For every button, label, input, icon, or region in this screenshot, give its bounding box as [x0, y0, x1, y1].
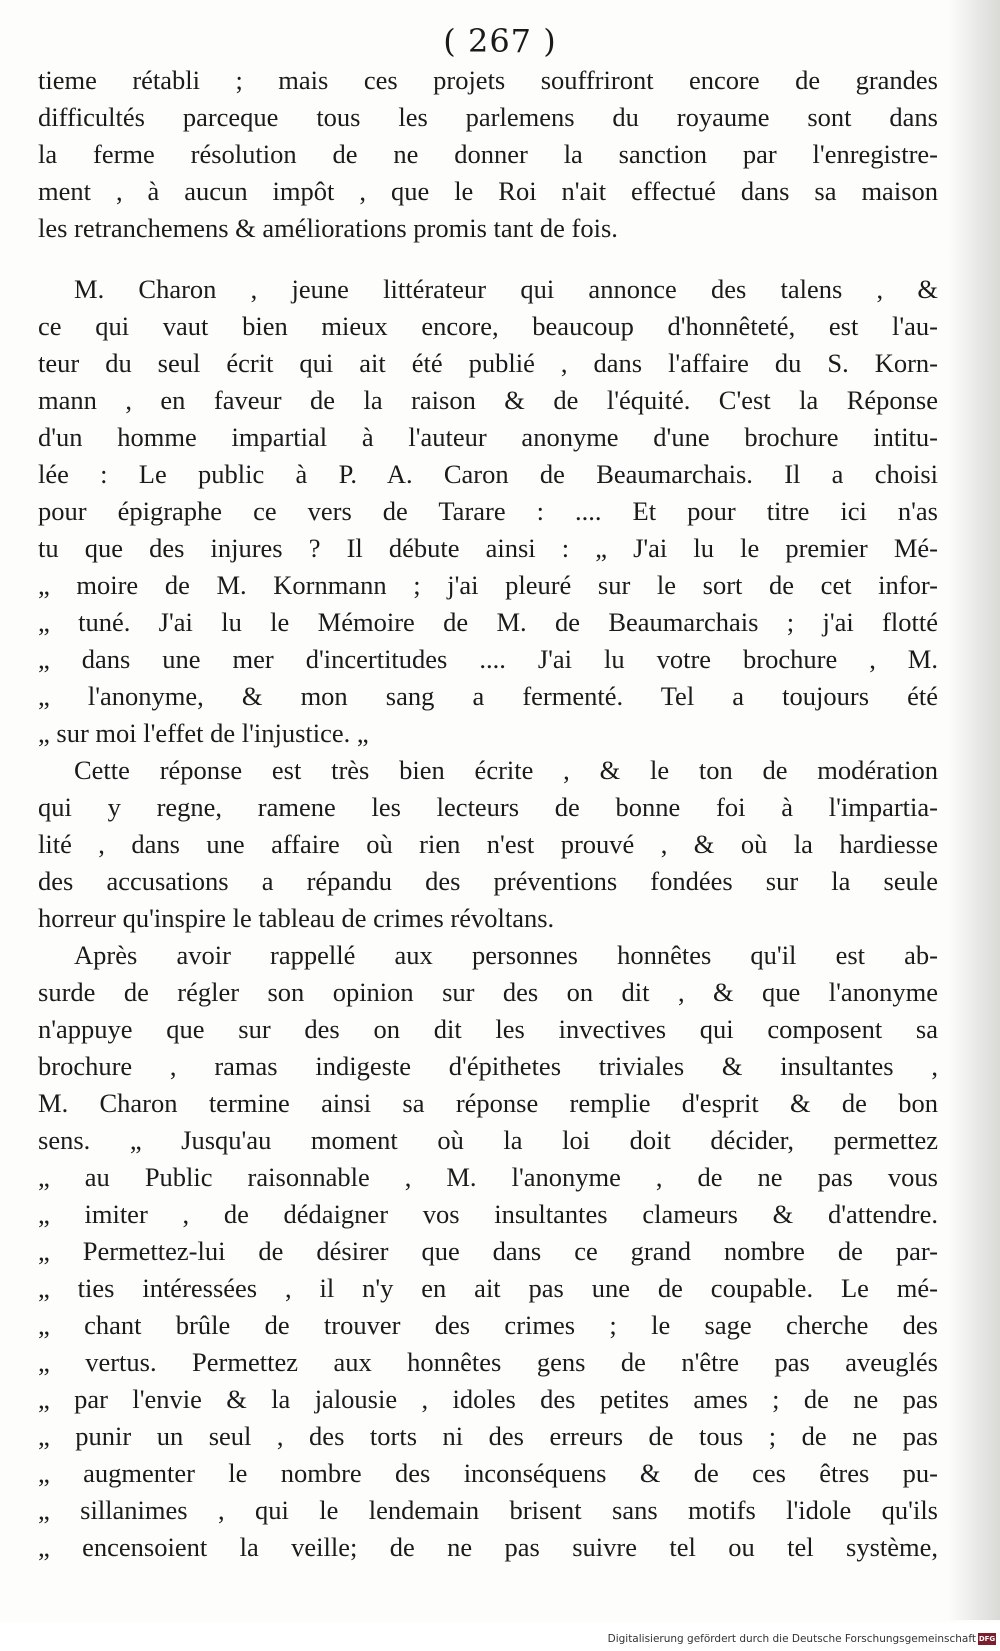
- text-line: d'un homme impartial à l'auteur anonyme d'une brochure intitu-: [38, 422, 938, 452]
- text-line: qui y regne, ramene les lecteurs de bonne foi à l'impartia-: [38, 792, 938, 822]
- text-line: „ encensoient la veille; de ne pas suivre tel ou tel système,: [38, 1532, 938, 1562]
- text-line: „ Permettez-lui de désirer que dans ce grand nombre de par-: [38, 1236, 938, 1266]
- text-line: difficultés parceque tous les parlemens du royaume sont dans: [38, 102, 938, 132]
- text-line: teur du seul écrit qui ait été publié , dans l'affaire du S. Korn-: [38, 348, 938, 378]
- text-line: M. Charon , jeune littérateur qui annonce des talens , &: [74, 274, 938, 304]
- text-line: „ chant brûle de trouver des crimes ; le sage cherche des: [38, 1310, 938, 1340]
- page-number: ( 267 ): [443, 22, 557, 60]
- text-line: tieme rétabli ; mais ces projets souffriront encore de grandes: [38, 65, 938, 95]
- dfg-logo-icon: DFG: [978, 1635, 996, 1643]
- paragraph-gap: [38, 247, 938, 271]
- text-line: „ l'anonyme, & mon sang a fermenté. Tel a toujours été: [38, 681, 938, 711]
- text-line: surde de régler son opinion sur des on dit , & que l'anonyme: [38, 977, 938, 1007]
- text-line: „ par l'envie & la jalousie , idoles des petites ames ; de ne pas: [38, 1384, 938, 1414]
- text-line: les retranchemens & améliorations promis tant de fois.: [38, 213, 618, 243]
- text-line: „ vertus. Permettez aux honnêtes gens de n'être pas aveuglés: [38, 1347, 938, 1377]
- text-line: n'appuye que sur des on dit les invectives qui composent sa: [38, 1014, 938, 1044]
- text-line: „ au Public raisonnable , M. l'anonyme , de ne pas vous: [38, 1162, 938, 1192]
- text-line: M. Charon termine ainsi sa réponse remplie d'esprit & de bon: [38, 1088, 938, 1118]
- text-line: lée : Le public à P. A. Caron de Beaumarchais. Il a choisi: [38, 459, 938, 489]
- text-line: horreur qu'inspire le tableau de crimes révoltans.: [38, 903, 555, 933]
- text-line: brochure , ramas indigeste d'épithetes triviales & insultantes ,: [38, 1051, 938, 1081]
- text-line: „ sillanimes , qui le lendemain brisent sans motifs l'idole qu'ils: [38, 1495, 938, 1525]
- text-line: Cette réponse est très bien écrite , & le ton de modération: [74, 755, 938, 785]
- funding-credit: Digitalisierung gefördert durch die Deutsche Forschungsgemeinschaft: [607, 1633, 976, 1645]
- page-edge-shadow: [948, 0, 1000, 1620]
- text-line: lité , dans une affaire où rien n'est prouvé , & où la hardiesse: [38, 829, 938, 859]
- text-line: pour épigraphe ce vers de Tarare : .... Et pour titre ici n'as: [38, 496, 938, 526]
- digitization-footer: [0, 1623, 1000, 1651]
- text-line: „ ties intéressées , il n'y en ait pas une de coupable. Le mé-: [38, 1273, 938, 1303]
- text-line: Après avoir rappellé aux personnes honnêtes qu'il est ab-: [74, 940, 938, 970]
- text-line: „ punir un seul , des torts ni des erreurs de tous ; de ne pas: [38, 1421, 938, 1451]
- text-line: „ augmenter le nombre des inconséquens & de ces êtres pu-: [38, 1458, 938, 1488]
- text-line: tu que des injures ? Il débute ainsi : „ J'ai lu le premier Mé-: [38, 533, 938, 563]
- text-line: „ moire de M. Kornmann ; j'ai pleuré sur le sort de cet infor-: [38, 570, 938, 600]
- text-line: „ tuné. J'ai lu le Mémoire de M. de Beaumarchais ; j'ai flotté: [38, 607, 938, 637]
- text-line: „ imiter , de dédaigner vos insultantes clameurs & d'attendre.: [38, 1199, 938, 1229]
- text-line: mann , en faveur de la raison & de l'équité. C'est la Réponse: [38, 385, 938, 415]
- text-line: sens. „ Jusqu'au moment où la loi doit décider, permettez: [38, 1125, 938, 1155]
- text-line: „ dans une mer d'incertitudes .... J'ai lu votre brochure , M.: [38, 644, 938, 674]
- text-line: ce qui vaut bien mieux encore, beaucoup d'honnêteté, est l'au-: [38, 311, 938, 341]
- text-line: des accusations a répandu des préventions fondées sur la seule: [38, 866, 938, 896]
- text-line: la ferme résolution de ne donner la sanction par l'enregistre-: [38, 139, 938, 169]
- page-body: [38, 62, 938, 1566]
- text-line: ment , à aucun impôt , que le Roi n'ait effectué dans sa maison: [38, 176, 938, 206]
- text-line: „ sur moi l'effet de l'injustice. „: [38, 718, 369, 748]
